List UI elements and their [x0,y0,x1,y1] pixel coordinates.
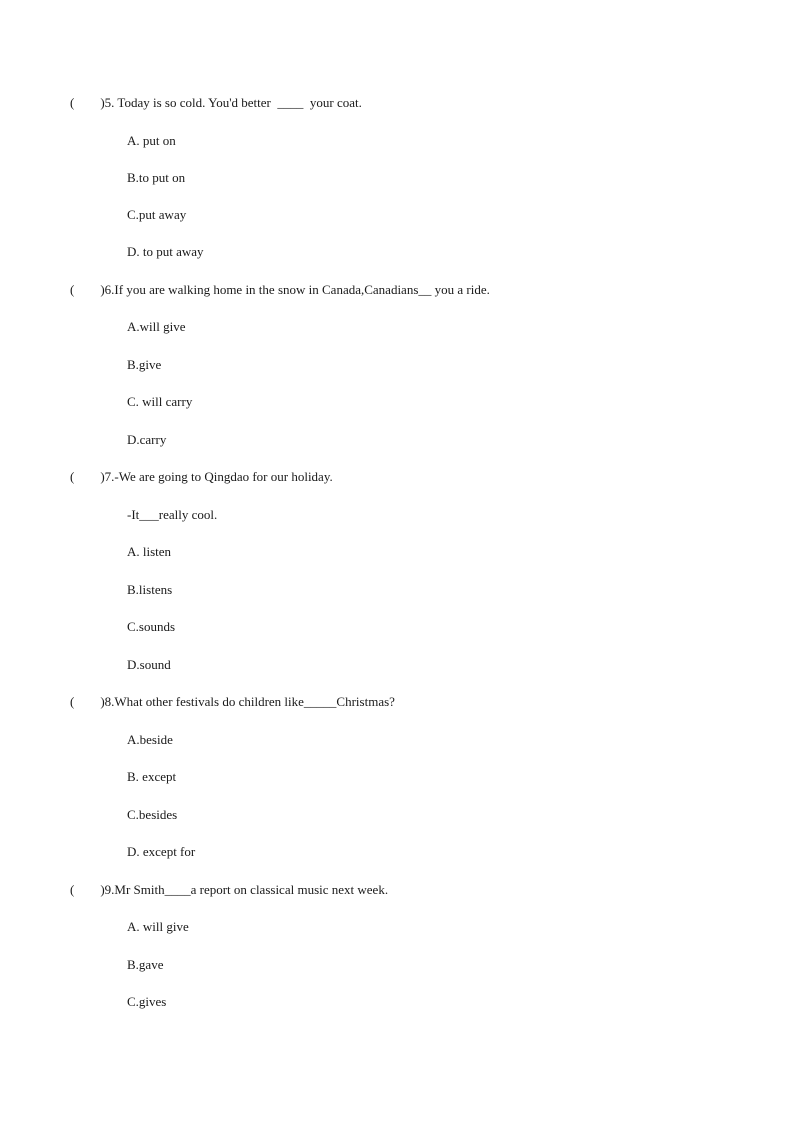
question-8-option-a: A.beside [127,732,173,747]
question-7-option-c: C.sounds [127,619,176,634]
question-6-stem: ( )6.If you are walking home in the snow in Canada,Canadians__ you a ride. [70,282,490,297]
question-9-option-b: B.gave [127,957,164,972]
question-5-stem: ( )5. Today is so cold. You'd better ____ your coat. [70,95,362,110]
question-6-option-a: A.will give [127,319,186,334]
question-5-option-b: B.to put on [127,170,186,185]
question-6-option-b: B.give [127,357,162,372]
question-8-option-d: D. except for [127,844,196,859]
question-8-option-b: B. except [127,769,177,784]
question-7-reply: -It___really cool. [127,507,218,522]
question-5-option-c: C.put away [127,207,187,222]
question-7-option-a: A. listen [127,544,172,559]
question-9-option-a: A. will give [127,919,189,934]
question-5-option-a: A. put on [127,133,176,148]
question-6-option-c: C. will carry [127,394,193,409]
question-7-stem: ( )7.-We are going to Qingdao for our holiday. [70,469,333,484]
question-7-option-d: D.sound [127,657,171,672]
question-8-option-c: C.besides [127,807,178,822]
question-7-option-b: B.listens [127,582,173,597]
question-8-stem: ( )8.What other festivals do children like_____Christmas? [70,694,395,709]
question-5-option-d: D. to put away [127,244,204,259]
question-9-option-c: C.gives [127,994,167,1009]
question-6-option-d: D.carry [127,432,167,447]
question-9-stem: ( )9.Mr Smith____a report on classical music next week. [70,882,389,897]
